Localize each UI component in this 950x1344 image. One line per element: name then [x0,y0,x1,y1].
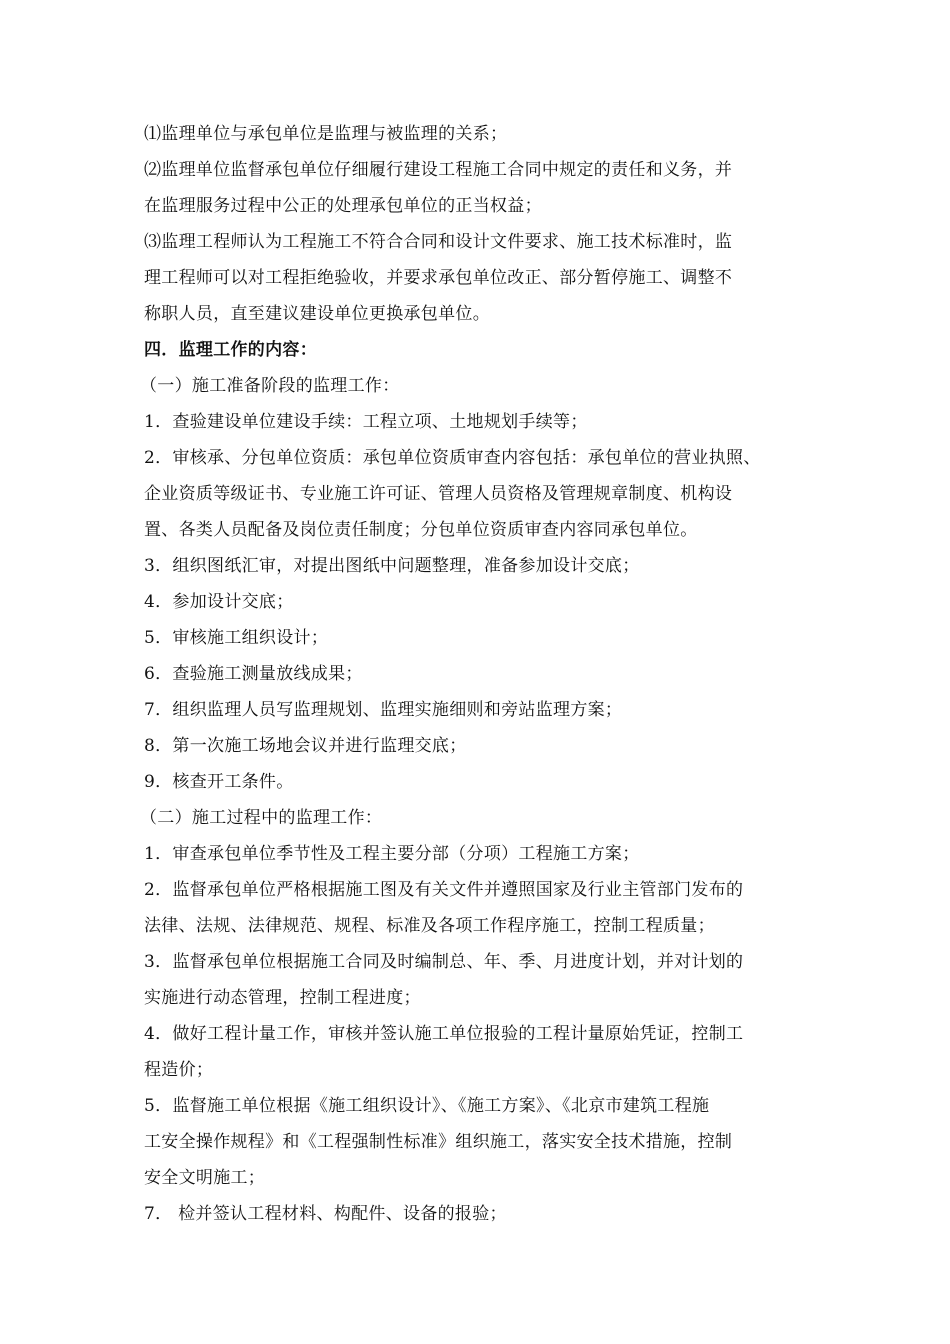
list-item: 2．监督承包单位严格根据施工图及有关文件并遵照国家及行业主管部门发布的 [144,880,744,900]
list-item: 4．参加设计交底； [144,592,294,612]
section-heading: 四．监理工作的内容： [144,340,317,360]
list-item: 1．查验建设单位建设手续：工程立项、土地规划手续等； [144,412,588,432]
subsection-heading: （一）施工准备阶段的监理工作： [140,376,400,396]
list-item-continuation: 工安全操作规程》和《工程强制性标准》组织施工，落实安全技术措施，控制 [144,1132,733,1152]
paragraph-line: 理工程师可以对工程拒绝验收，并要求承包单位改正、部分暂停施工、调整不 [144,268,733,288]
list-item: 3．监督承包单位根据施工合同及时编制总、年、季、月进度计划，并对计划的 [144,952,744,972]
paragraph-line: 在监理服务过程中公正的处理承包单位的正当权益； [144,196,542,216]
list-item: 7． 检并签认工程材料、构配件、设备的报验； [144,1204,507,1224]
list-item: 1．审查承包单位季节性及工程主要分部（分项）工程施工方案； [144,844,640,864]
list-item-continuation: 实施进行动态管理，控制工程进度； [144,988,421,1008]
list-item: 7．组织监理人员写监理规划、监理实施细则和旁站监理方案； [144,700,623,720]
paragraph-line: ⑶监理工程师认为工程施工不符合合同和设计文件要求、施工技术标准时，监 [144,232,733,252]
list-item: 8．第一次施工场地会议并进行监理交底； [144,736,467,756]
list-item: 2．审核承、分包单位资质：承包单位资质审查内容包括：承包单位的营业执照、 [144,448,761,468]
list-item: 3．组织图纸汇审，对提出图纸中问题整理，准备参加设计交底； [144,556,640,576]
list-item-continuation: 企业资质等级证书、专业施工许可证、管理人员资格及管理规章制度、机构设 [144,484,733,504]
list-item: 5．审核施工组织设计； [144,628,329,648]
list-item: 5．监督施工单位根据《施工组织设计》、《施工方案》、《北京市建筑工程施 [144,1096,710,1116]
list-item: 9．核查开工条件。 [144,772,294,792]
list-item-continuation: 程造价； [144,1060,214,1080]
paragraph-line: 称职人员，直至建议建设单位更换承包单位。 [144,304,490,324]
list-item: 6．查验施工测量放线成果； [144,664,363,684]
list-item: 4．做好工程计量工作，审核并签认施工单位报验的工程计量原始凭证，控制工 [144,1024,744,1044]
paragraph-line: ⑵监理单位监督承包单位仔细履行建设工程施工合同中规定的责任和义务，并 [144,160,733,180]
list-item-continuation: 置、各类人员配备及岗位责任制度；分包单位资质审查内容同承包单位。 [144,520,698,540]
subsection-heading: （二）施工过程中的监理工作： [140,808,383,828]
list-item-continuation: 安全文明施工； [144,1168,266,1188]
paragraph-line: ⑴监理单位与承包单位是监理与被监理的关系； [144,124,508,144]
list-item-continuation: 法律、法规、法律规范、规程、标准及各项工作程序施工，控制工程质量； [144,916,715,936]
